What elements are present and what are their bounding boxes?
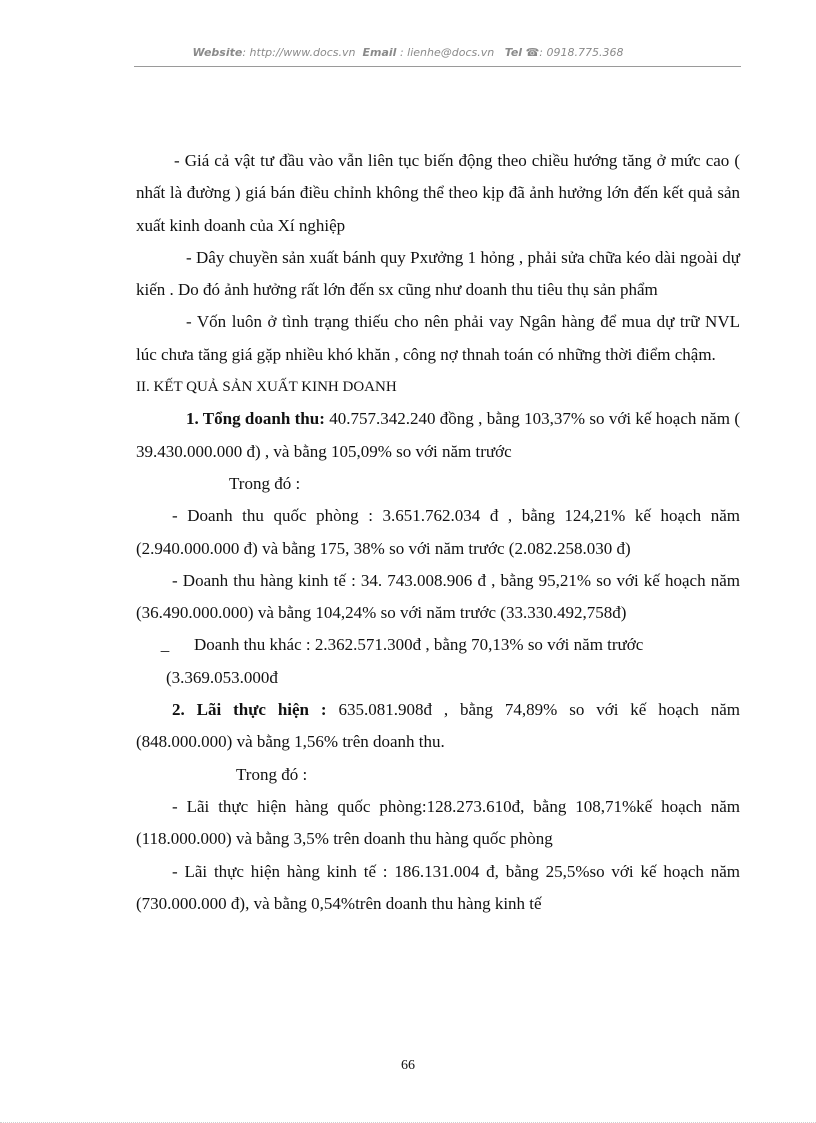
revenue-text: 40.757.342.240 đồng , bằng 103,37% so với kế hoạch năm ( 39.430.000.000 đ) , và bằng 105,09% so với năm trước bbox=[136, 409, 740, 461]
revenue-label: 1. Tổng doanh thu: bbox=[186, 409, 325, 429]
profit-economic: - Lãi thực hiện hàng kinh tế : 186.131.004 đ, bằng 25,5%so với kế hoạch năm (730.000.000 đ), và bằng 0,54%trên doanh thu hàng kinh tế bbox=[136, 861, 740, 913]
header-rule bbox=[134, 66, 741, 67]
tel-label: Tel bbox=[504, 46, 523, 59]
paragraph-material-prices: - Giá cả vật tư đầu vào vẫn liên tục biến động theo chiều hướng tăng ở mức cao ( nhất là đường ) giá bán điều chỉnh không thể theo kịp đã ảnh hưởng lớn đến kết quả sản xuất kinh doanh của Xí nghiệp bbox=[136, 151, 740, 235]
revenue-other-cont: (3.369.053.000đ bbox=[166, 667, 278, 687]
paragraph-capital: - Vốn luôn ở tình trạng thiếu cho nên phải vay Ngân hàng để mua dự trữ NVL lúc chưa tăng giá gặp nhiều khó khăn , công nợ thnah toán có những thời điểm chậm. bbox=[136, 312, 740, 364]
website-value: : http://www.docs.vn bbox=[242, 46, 356, 59]
revenue-other-text: Doanh thu khác : 2.362.571.300đ , bằng 70,13% so với năm trước bbox=[194, 635, 644, 655]
revenue-summary bbox=[136, 403, 740, 468]
phone-icon: ☎ bbox=[525, 46, 540, 59]
page-number: 66 bbox=[401, 1058, 415, 1073]
tel-value: : 0918.775.368 bbox=[539, 46, 624, 59]
page-header bbox=[0, 46, 816, 59]
section-heading: II. KẾT QUẢ SẢN XUẤT KINH DOANH bbox=[136, 379, 397, 396]
profit-in-which: Trong đó : bbox=[236, 764, 308, 784]
revenue-economic: - Doanh thu hàng kinh tế : 34. 743.008.906 đ , bằng 95,21% so với kế hoạch năm (36.490.000.000) và bằng 104,24% so với năm trước (33.330.492,758đ) bbox=[136, 570, 740, 623]
profit-defense: - Lãi thực hiện hàng quốc phòng:128.273.610đ, bằng 108,71%kế hoạch năm (118.000.000) và bằng 3,5% trên doanh thu hàng quốc phòng bbox=[136, 796, 740, 849]
website-label: Website bbox=[192, 46, 243, 59]
email-value: : lienhe@docs.vn bbox=[399, 46, 495, 59]
profit-text: 635.081.908đ , bằng 74,89% so với kế hoạch năm (848.000.000) và bằng 1,56% trên doanh thu. bbox=[136, 700, 740, 752]
revenue-defense: - Doanh thu quốc phòng : 3.651.762.034 đ , bằng 124,21% kế hoạch năm (2.940.000.000 đ) và bằng 175, 38% so với năm trước (2.082.258.030 đ) bbox=[136, 506, 740, 558]
paragraph-production-line: - Dây chuyền sản xuất bánh quy Pxưởng 1 hỏng , phải sửa chữa kéo dài ngoài dự kiến . Do đó ảnh hưởng rất lớn đến sx cũng như doanh thu tiêu thụ sản phẩm bbox=[136, 247, 740, 300]
document-body bbox=[136, 145, 740, 920]
revenue-other-mark: _ bbox=[160, 635, 170, 655]
profit-label: 2. Lãi thực hiện : bbox=[172, 700, 327, 720]
revenue-in-which: Trong đó : bbox=[229, 473, 301, 493]
profit-summary bbox=[136, 694, 740, 759]
revenue-other bbox=[136, 629, 740, 661]
email-label: Email bbox=[362, 46, 397, 59]
